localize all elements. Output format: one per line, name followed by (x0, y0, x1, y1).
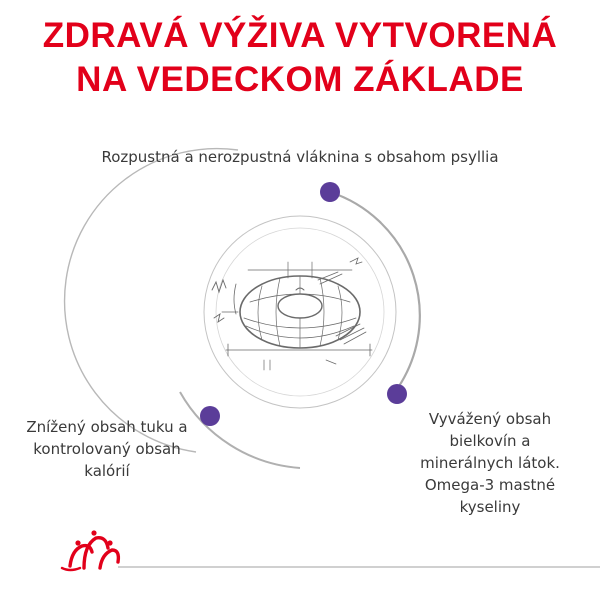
royal-canin-crown-icon (62, 530, 118, 570)
page-title-line-2: NA VEDECKOM ZÁKLADE (76, 60, 524, 99)
benefit-fat-line-1: Znížený obsah tuku a (26, 418, 188, 436)
benefit-dot-right (387, 384, 407, 404)
benefit-protein-line-4: Omega-3 mastné (424, 476, 556, 494)
benefit-dot-left (200, 406, 220, 426)
benefit-protein-minerals (400, 408, 580, 518)
benefit-protein-line-2: bielkovín a (449, 432, 531, 450)
benefit-protein-line-5: kyseliny (459, 498, 521, 516)
inner-circle-2 (216, 228, 384, 396)
benefit-dot-top (320, 182, 340, 202)
benefit-fat-line-3: kalórií (84, 462, 130, 480)
benefit-fiber-text: Rozpustná a nerozpustná vláknina s obsahom psyllia (101, 148, 499, 166)
benefit-protein-line-3: minerálnych látok. (420, 454, 560, 472)
benefit-fat-calories (14, 416, 200, 482)
page-title-line-1: ZDRAVÁ VÝŽIVA VYTVORENÁ (42, 16, 558, 55)
benefit-fiber (0, 146, 600, 168)
outer-arc-right (330, 192, 420, 392)
benefit-fat-line-2: kontrolovaný obsah (33, 440, 181, 458)
kibble-sketch-icon (212, 258, 372, 370)
benefit-protein-line-1: Vyvážený obsah (428, 410, 552, 428)
